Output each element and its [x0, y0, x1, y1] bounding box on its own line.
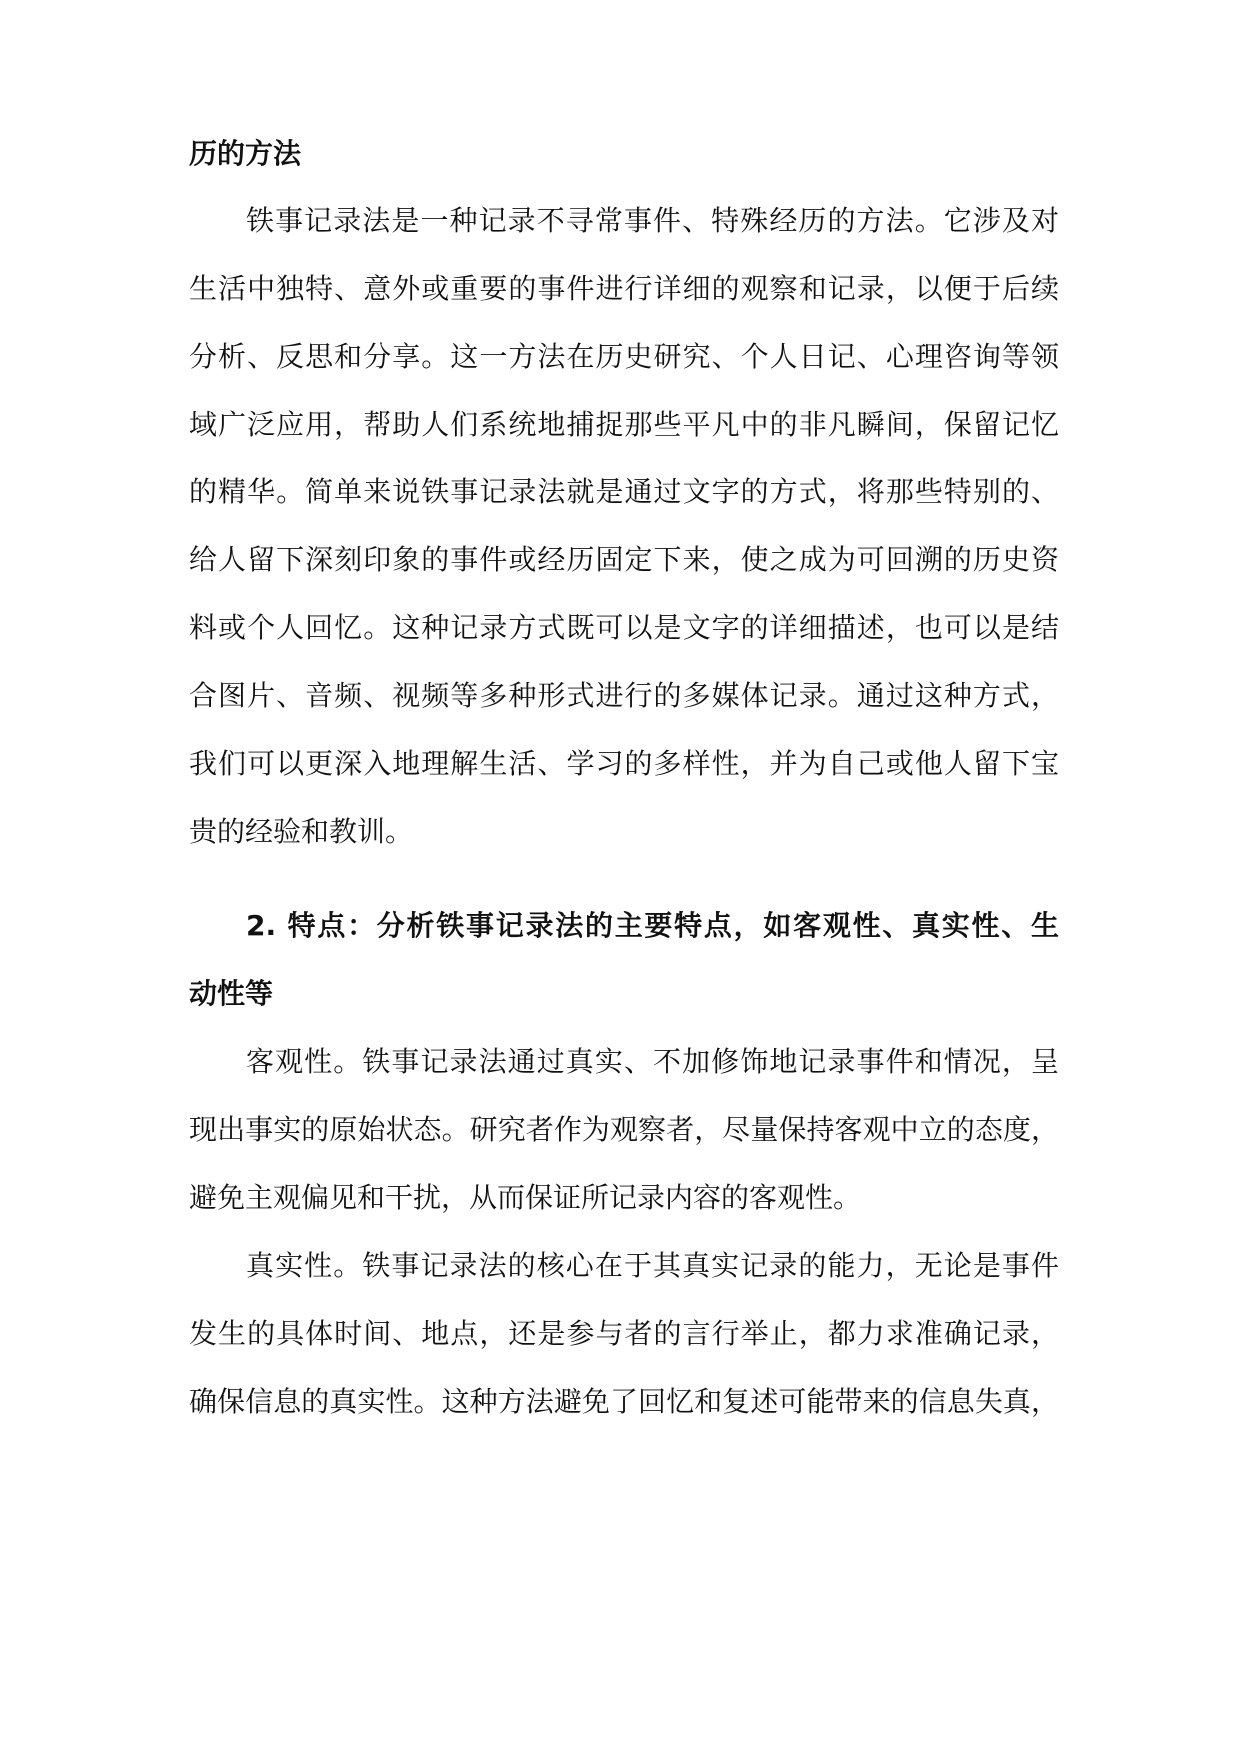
section-heading: 2. 特点：分析铁事记录法的主要特点，如客观性、真实性、生 — [246, 909, 1059, 942]
paragraph-line: 确保信息的真实性。这种方法避免了回忆和复述可能带来的信息失真， — [189, 1385, 1059, 1418]
paragraph-line: 域广泛应用，帮助人们系统地捕捉那些平凡中的非凡瞬间，保留记忆 — [189, 408, 1059, 441]
section-heading: 动性等 — [189, 977, 274, 1010]
paragraph-line: 发生的具体时间、地点，还是参与者的言行举止，都力求准确记录， — [189, 1317, 1059, 1350]
section-heading-continuation: 历的方法 — [189, 137, 302, 170]
paragraph-line: 分析、反思和分享。这一方法在历史研究、个人日记、心理咨询等领 — [189, 340, 1059, 373]
paragraph-line: 铁事记录法是一种记录不寻常事件、特殊经历的方法。它涉及对 — [246, 204, 1059, 237]
paragraph-line: 料或个人回忆。这种记录方式既可以是文字的详细描述，也可以是结 — [189, 611, 1059, 644]
paragraph-line: 贵的经验和教训。 — [189, 815, 414, 848]
paragraph-line: 客观性。铁事记录法通过真实、不加修饰地记录事件和情况，呈 — [246, 1045, 1059, 1078]
paragraph-line: 的精华。简单来说铁事记录法就是通过文字的方式，将那些特别的、 — [189, 475, 1059, 508]
paragraph-line: 避免主观偏见和干扰，从而保证所记录内容的客观性。 — [189, 1181, 862, 1214]
paragraph-line: 我们可以更深入地理解生活、学习的多样性，并为自己或他人留下宝 — [189, 747, 1059, 780]
paragraph-line: 真实性。铁事记录法的核心在于其真实记录的能力，无论是事件 — [246, 1249, 1059, 1282]
paragraph-line: 现出事实的原始状态。研究者作为观察者，尽量保持客观中立的态度， — [189, 1113, 1059, 1146]
paragraph-line: 给人留下深刻印象的事件或经历固定下来，使之成为可回溯的历史资 — [189, 543, 1059, 576]
paragraph-line: 合图片、音频、视频等多种形式进行的多媒体记录。通过这种方式， — [189, 679, 1059, 712]
paragraph-line: 生活中独特、意外或重要的事件进行详细的观察和记录，以便于后续 — [189, 272, 1059, 305]
